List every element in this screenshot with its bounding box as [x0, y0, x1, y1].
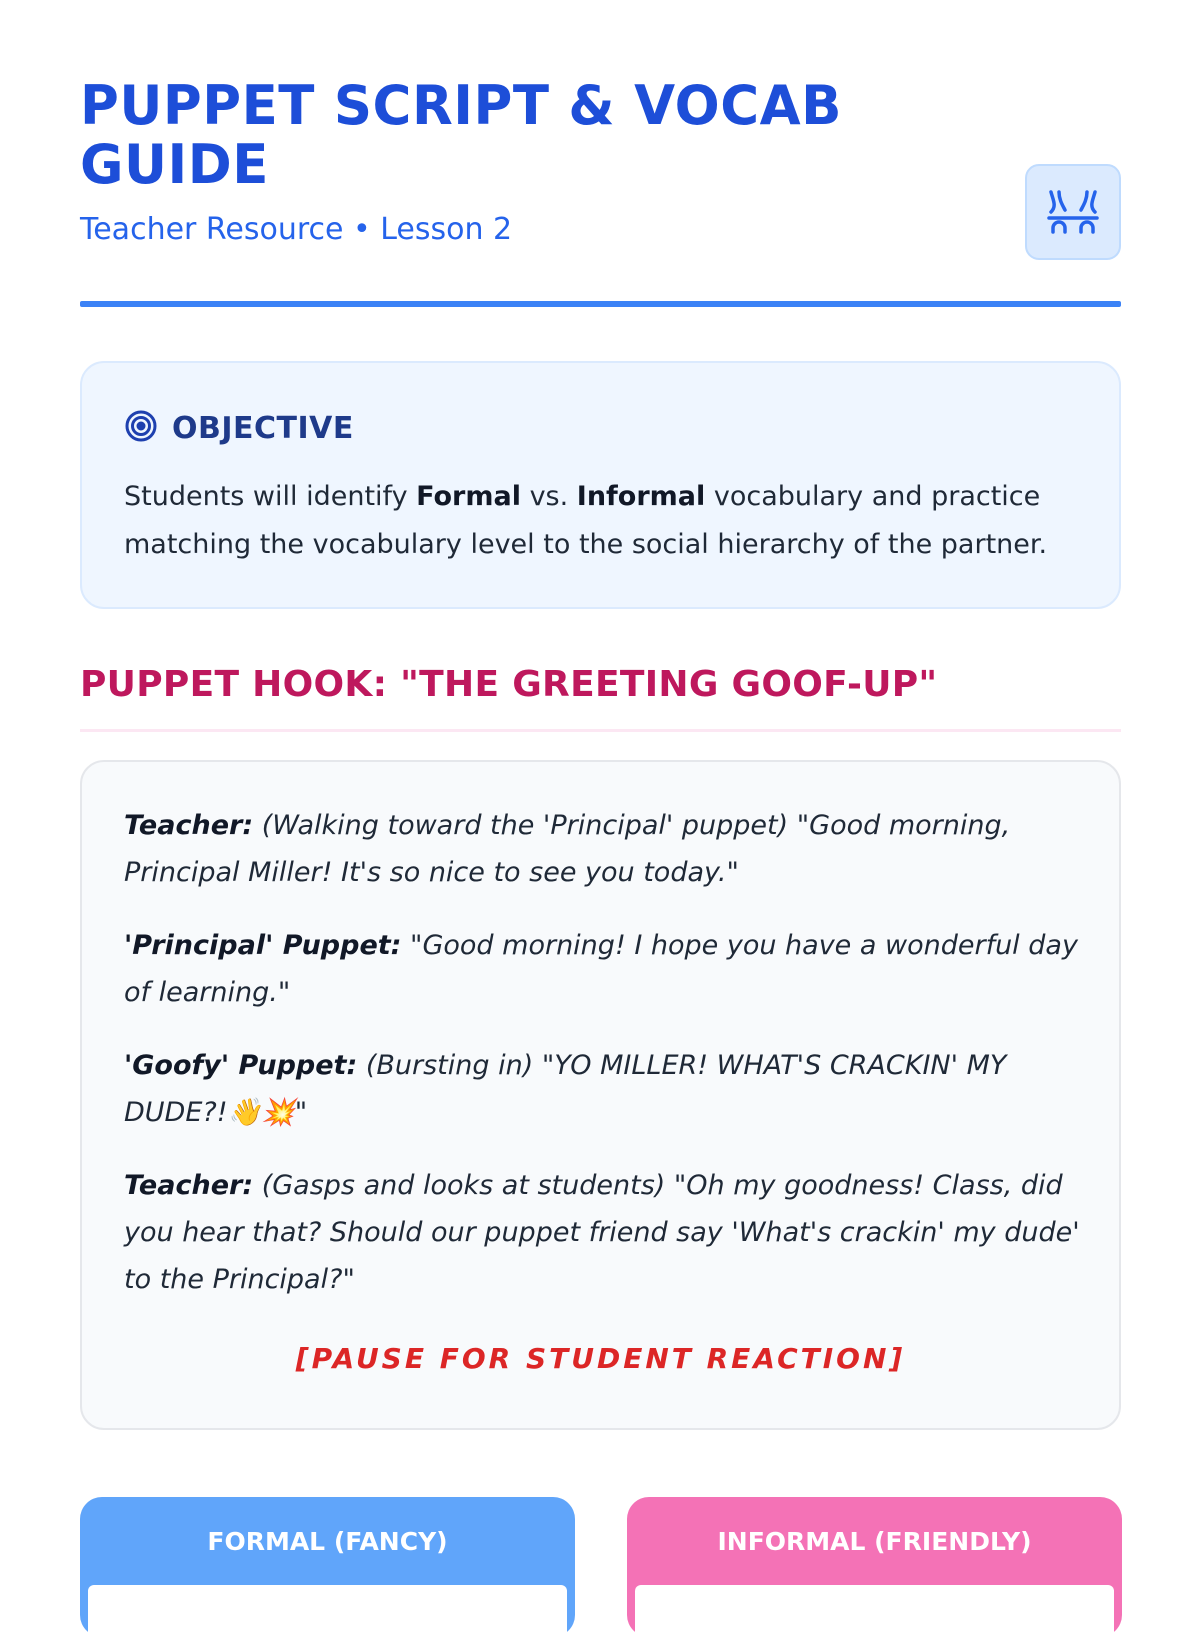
objective-header	[124, 409, 354, 447]
hook-divider	[80, 729, 1121, 732]
objective-text-end: vocabulary and practice matching the vocabulary level to the social hierarchy of the partner.	[124, 481, 1048, 560]
theater-curtain-icon	[1025, 164, 1121, 260]
script-line	[124, 1162, 1084, 1303]
formal-card-body	[88, 1585, 567, 1645]
script-line	[124, 922, 1084, 1016]
script-speaker: Teacher:	[124, 810, 254, 841]
script-line	[124, 1042, 1084, 1136]
script-text: "Good morning! I hope you have a wonderful day of learning."	[124, 930, 1078, 1008]
objective-text-vs: vs.	[520, 481, 577, 512]
header-divider	[80, 301, 1121, 307]
informal-keyword: Informal	[576, 481, 706, 512]
objective-text-start: Students will identify	[124, 481, 417, 512]
objective-text	[124, 473, 1054, 569]
script-speaker: 'Goofy' Puppet:	[124, 1050, 358, 1081]
informal-vocab-card	[627, 1497, 1122, 1637]
script-text: (Walking toward the 'Principal' puppet) "Good morning, Principal Miller! It's so nice to see you today."	[124, 810, 1011, 888]
objective-title: OBJECTIVE	[172, 410, 354, 446]
formal-card-header: FORMAL (FANCY)	[207, 1526, 448, 1556]
hook-title: PUPPET HOOK: "THE GREETING GOOF-UP"	[80, 664, 938, 705]
informal-card-body	[635, 1585, 1114, 1645]
formal-vocab-card	[80, 1497, 575, 1637]
pause-cue: [PAUSE FOR STUDENT REACTION]	[295, 1342, 906, 1375]
objective-box	[80, 361, 1121, 609]
script-speaker: 'Principal' Puppet:	[124, 930, 402, 961]
script-text: (Gasps and looks at students) "Oh my goodness! Class, did you hear that? Should our puppet friend say 'What's crackin' my dude' to the Principal?"	[124, 1170, 1080, 1295]
page-header	[80, 74, 1120, 247]
script-line	[124, 802, 1084, 896]
formal-keyword: Formal	[416, 481, 521, 512]
target-icon	[124, 409, 158, 447]
script-text: (Bursting in) "YO MILLER! WHAT'S CRACKIN' MY DUDE?!👋💥"	[124, 1050, 1007, 1128]
script-speaker: Teacher:	[124, 1170, 254, 1201]
page-subtitle: Teacher Resource • Lesson 2	[80, 212, 513, 247]
puppet-script-box	[80, 760, 1121, 1430]
page-title: PUPPET SCRIPT & VOCAB GUIDE	[80, 74, 843, 197]
informal-card-header: INFORMAL (FRIENDLY)	[717, 1526, 1032, 1556]
